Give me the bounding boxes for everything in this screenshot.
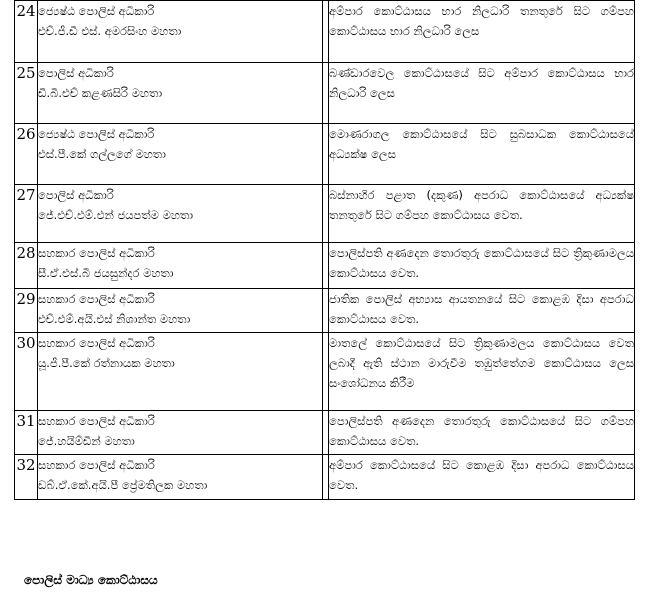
table-row — [15, 63, 635, 124]
table-row — [15, 1, 635, 63]
officer-cell — [38, 63, 323, 124]
transfer-details: පොලිස්පති අණදෙන තොරතුරු කොට්ඨාසයේ සිට ත්‍රිකුණාමලය කොට්ඨාසය වෙත. — [329, 243, 635, 289]
officer-cell — [38, 411, 323, 455]
transfer-details: බස්නාහිර පළාත (දකුණ) අපරාධ කොට්ඨාසයේ අධ්‍යක්ෂ තනතුරේ සිට ගම්පහ කොට්ඨාසය වෙත. — [329, 185, 635, 243]
transfer-details: පොලිස්පති අණදෙන තොරතුරු කොට්ඨාසයේ සිට ගම්පහ කොට්ඨාසය වෙත. — [329, 411, 635, 455]
row-number: 26 — [15, 124, 38, 185]
officer-name: ජේ.එච්.එම්.එන් ජයපත්ම මහතා — [38, 208, 194, 222]
officer-rank: සහකාර පොලිස් අධිකාරි — [38, 458, 155, 472]
officer-name: සී.ඒ.එස්.බී ජයසුන්දර මහතා — [38, 266, 174, 280]
officer-cell — [38, 1, 323, 63]
officer-cell — [38, 185, 323, 243]
row-number: 31 — [15, 411, 38, 455]
table-row — [15, 411, 635, 455]
officer-name: එච්.ජී.ඩී එස්. අමරසිංහ මහතා — [38, 24, 182, 38]
officer-name: ඩී.බී.එච් කළණසිරි මහතා — [38, 86, 163, 100]
row-number: 32 — [15, 455, 38, 500]
transfer-details: මොණරාගල කොට්ඨාසයේ සිට සුබසාධක කොට්ඨාසයේ අධ්‍යක්ෂ ලෙස — [329, 124, 635, 185]
officer-name: යූ.ජී.පී.කේ රත්නායක මහතා — [38, 356, 175, 370]
transfer-details: මාතලේ කොට්ඨාසයේ සිට ත්‍රිකුණාමලය කොට්ඨාසය වෙත ලබාදී ඇති ස්ථාන මාරුවීම තඹුත්තේගම කොට්ඨාසය ලෙස සංශෝධනය කිරීම — [329, 333, 635, 411]
table-row — [15, 333, 635, 411]
officer-rank: සහකාර පොලිස් අධිකාරි — [38, 414, 155, 428]
officer-rank: පොලිස් අධිකාරි — [38, 188, 114, 202]
row-number: 29 — [15, 289, 38, 333]
officer-cell — [38, 289, 323, 333]
row-number: 27 — [15, 185, 38, 243]
row-number: 28 — [15, 243, 38, 289]
officer-rank: සහකාර පොලිස් අධිකාරි — [38, 246, 155, 260]
transfer-table-body — [15, 1, 635, 500]
officer-name: ජේ.හයිම්ඩීන් මහතා — [38, 434, 135, 448]
officer-name: ඩබ්.ඒ.කේ.අයි.පී ප්‍රේමතිලක මහතා — [38, 478, 208, 492]
officer-name: එස්.පී.කේ ගල්ලගේ මහතා — [38, 147, 166, 161]
transfer-details: ජාතික පොලිස් අභ්‍යාස ආයතනයේ සිට කොළඹ දිසා අපරාධ කොට්ඨාසය වෙත. — [329, 289, 635, 333]
officer-name: එච්.එම්.අයි.එස් නිශාන්ත මහතා — [38, 312, 191, 326]
transfer-details: අම්පාර කොට්ඨාසය භාර නිලධාරි තනතුරේ සිට ගම්පහ කොට්ඨාසය භාර නිලධාරි ලෙස — [329, 1, 635, 63]
officer-cell — [38, 243, 323, 289]
row-number: 24 — [15, 1, 38, 63]
officer-rank: ජ්‍යෙෂ්ඨ පොලිස් අධිකාරි — [38, 4, 155, 18]
row-number: 25 — [15, 63, 38, 124]
officer-rank: සහකාර පොලිස් අධිකාරි — [38, 336, 155, 350]
officer-cell — [38, 455, 323, 500]
table-row — [15, 124, 635, 185]
transfer-details: බණ්ඩාරවෙල කොට්ඨාසයේ සිට අම්පාර කොට්ඨාසය භාර නිලධාරි ලෙස — [329, 63, 635, 124]
footer-label: පොලිස් මාධ්‍ය කොට්ඨාසය — [24, 573, 158, 587]
officer-cell — [38, 333, 323, 411]
table-row — [15, 289, 635, 333]
table-row — [15, 455, 635, 500]
transfer-table — [14, 0, 635, 500]
officer-rank: පොලිස් අධිකාරි — [38, 66, 114, 80]
officer-cell — [38, 124, 323, 185]
officer-rank: ජ්‍යෙෂ්ඨ පොලිස් අධිකාරි — [38, 127, 155, 141]
table-row — [15, 185, 635, 243]
transfer-details: අම්පාර කොට්ඨාසයේ සිට කොළඹ දිසා අපරාධ කොට්ඨාසය වෙත. — [329, 455, 635, 500]
table-row — [15, 243, 635, 289]
officer-rank: සහකාර පොලිස් අධිකාරි — [38, 292, 155, 306]
row-number: 30 — [15, 333, 38, 411]
